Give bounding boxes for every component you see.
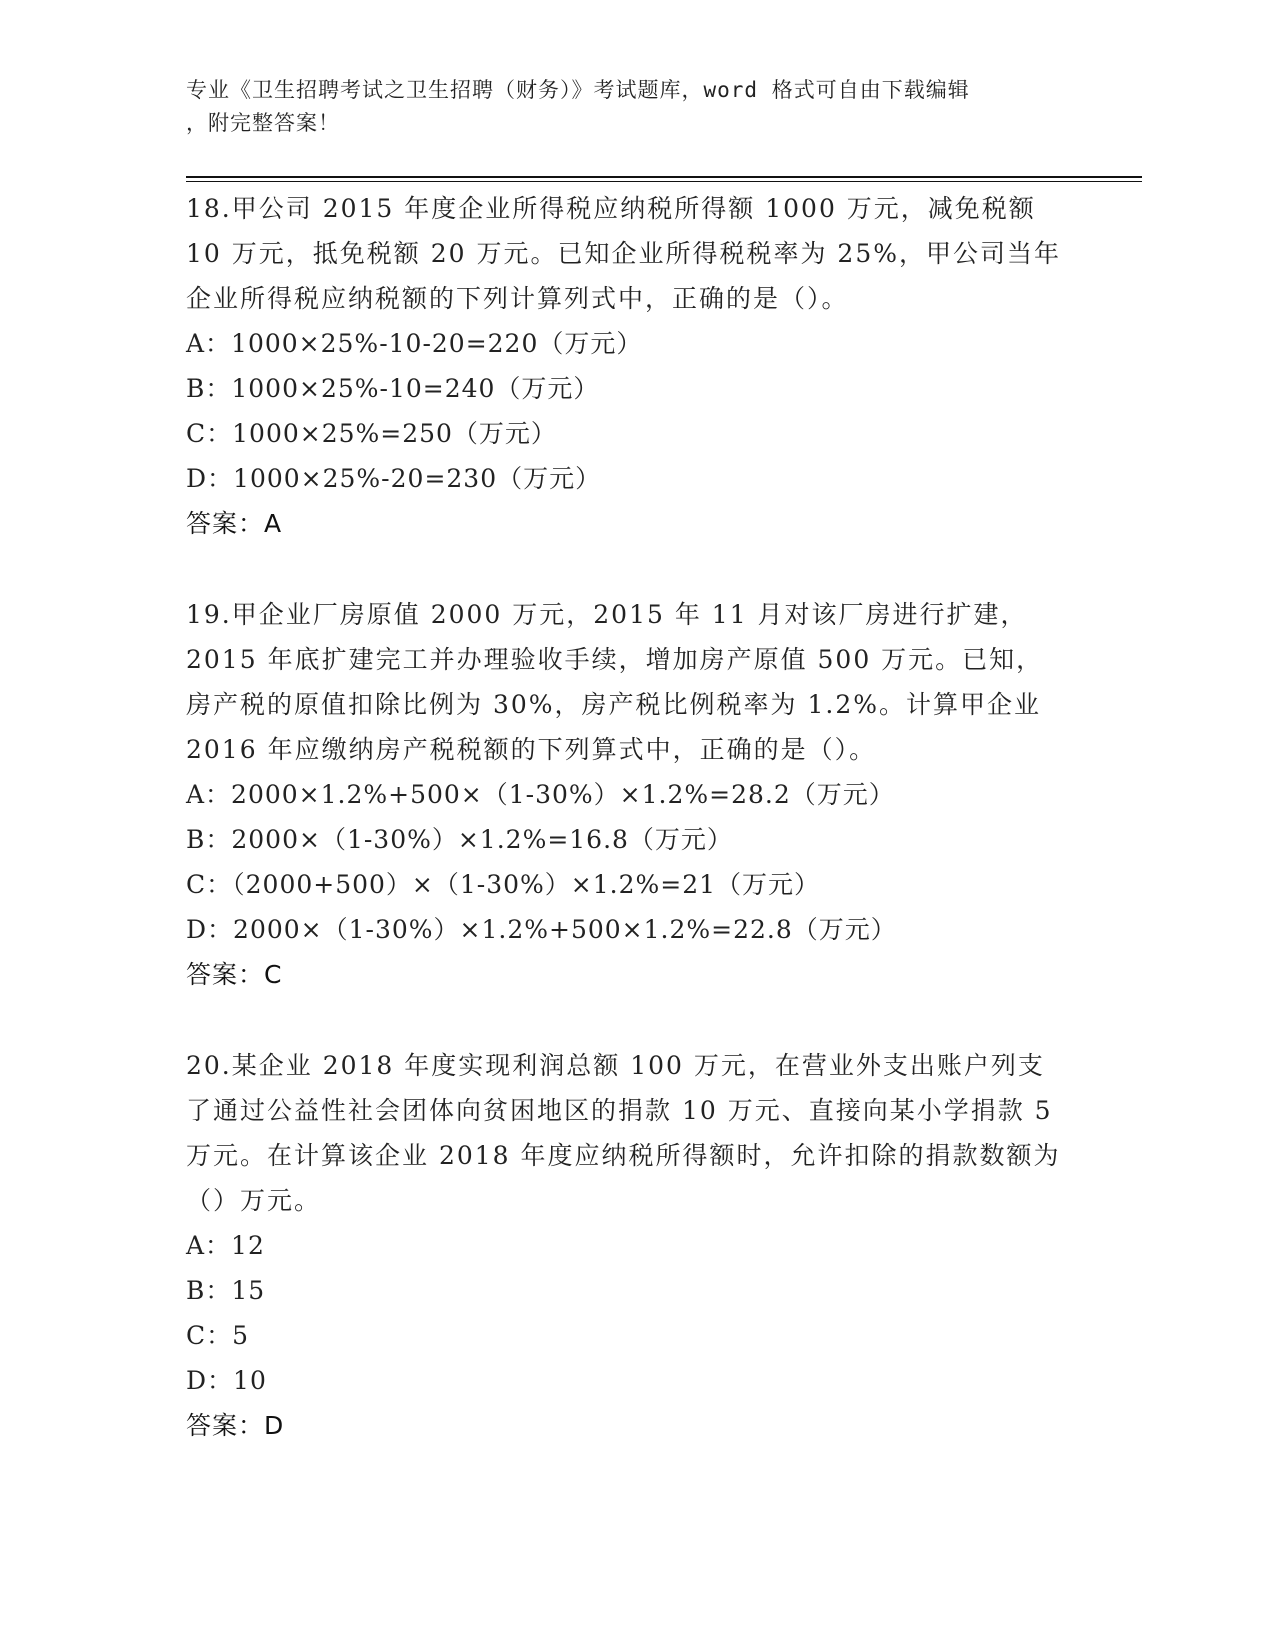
header-title-continued: ，附完整答案！ [186, 111, 340, 135]
question-19 [186, 592, 1066, 997]
option-a: A：12 [186, 1231, 265, 1260]
question-20 [186, 1043, 1066, 1448]
option-a: A：1000×25%-10-20=220（万元） [186, 329, 643, 358]
option-b: B：2000×（1-30%）×1.2%=16.8（万元） [186, 825, 733, 854]
header-title: 专业《卫生招聘考试之卫生招聘（财务）》考试题库，word 格式可自由下载编辑 [186, 78, 970, 102]
option-c: C：1000×25%=250（万元） [186, 419, 557, 448]
option-d: D：2000×（1-30%）×1.2%+500×1.2%=22.8（万元） [186, 915, 897, 944]
answer: 答案：A [186, 509, 283, 538]
question-text: 20.某企业 2018 年度实现利润总额 100 万元，在营业外支出账户列支了通过公益性社会团体向贫困地区的捐款 10 万元、直接向某小学捐款 5 万元。在计算该企业 2018 年度应纳税所得额时，允许扣除的捐款数额为（）万元。 [186, 1051, 1061, 1215]
answer: 答案：C [186, 960, 283, 989]
question-18 [186, 186, 1066, 546]
document-header [186, 74, 1086, 140]
question-list [186, 186, 1066, 1448]
answer: 答案：D [186, 1411, 285, 1440]
question-text: 18.甲公司 2015 年度企业所得税应纳税所得额 1000 万元，减免税额 10 万元，抵免税额 20 万元。已知企业所得税税率为 25%，甲公司当年企业所得税应纳税额的下列计算列式中，正确的是（）。 [186, 194, 1061, 313]
option-b: B：1000×25%-10=240（万元） [186, 374, 600, 403]
option-d: D：1000×25%-20=230（万元） [186, 464, 602, 493]
option-d: D：10 [186, 1366, 267, 1395]
spacer [186, 997, 1066, 1043]
spacer [186, 546, 1066, 592]
option-b: B：15 [186, 1276, 266, 1305]
question-text: 19.甲企业厂房原值 2000 万元，2015 年 11 月对该厂房进行扩建，2015 年底扩建完工并办理验收手续，增加房产原值 500 万元。已知，房产税的原值扣除比例为 30%，房产税比例税率为 1.2%。计算甲企业 2016 年应缴纳房产税税额的下列算式中，正确的是（）。 [186, 600, 1044, 764]
option-a: A：2000×1.2%+500×（1-30%）×1.2%=28.2（万元） [186, 780, 895, 809]
option-c: C：（2000+500）×（1-30%）×1.2%=21（万元） [186, 870, 821, 899]
header-divider [186, 176, 1142, 182]
option-c: C：5 [186, 1321, 250, 1350]
